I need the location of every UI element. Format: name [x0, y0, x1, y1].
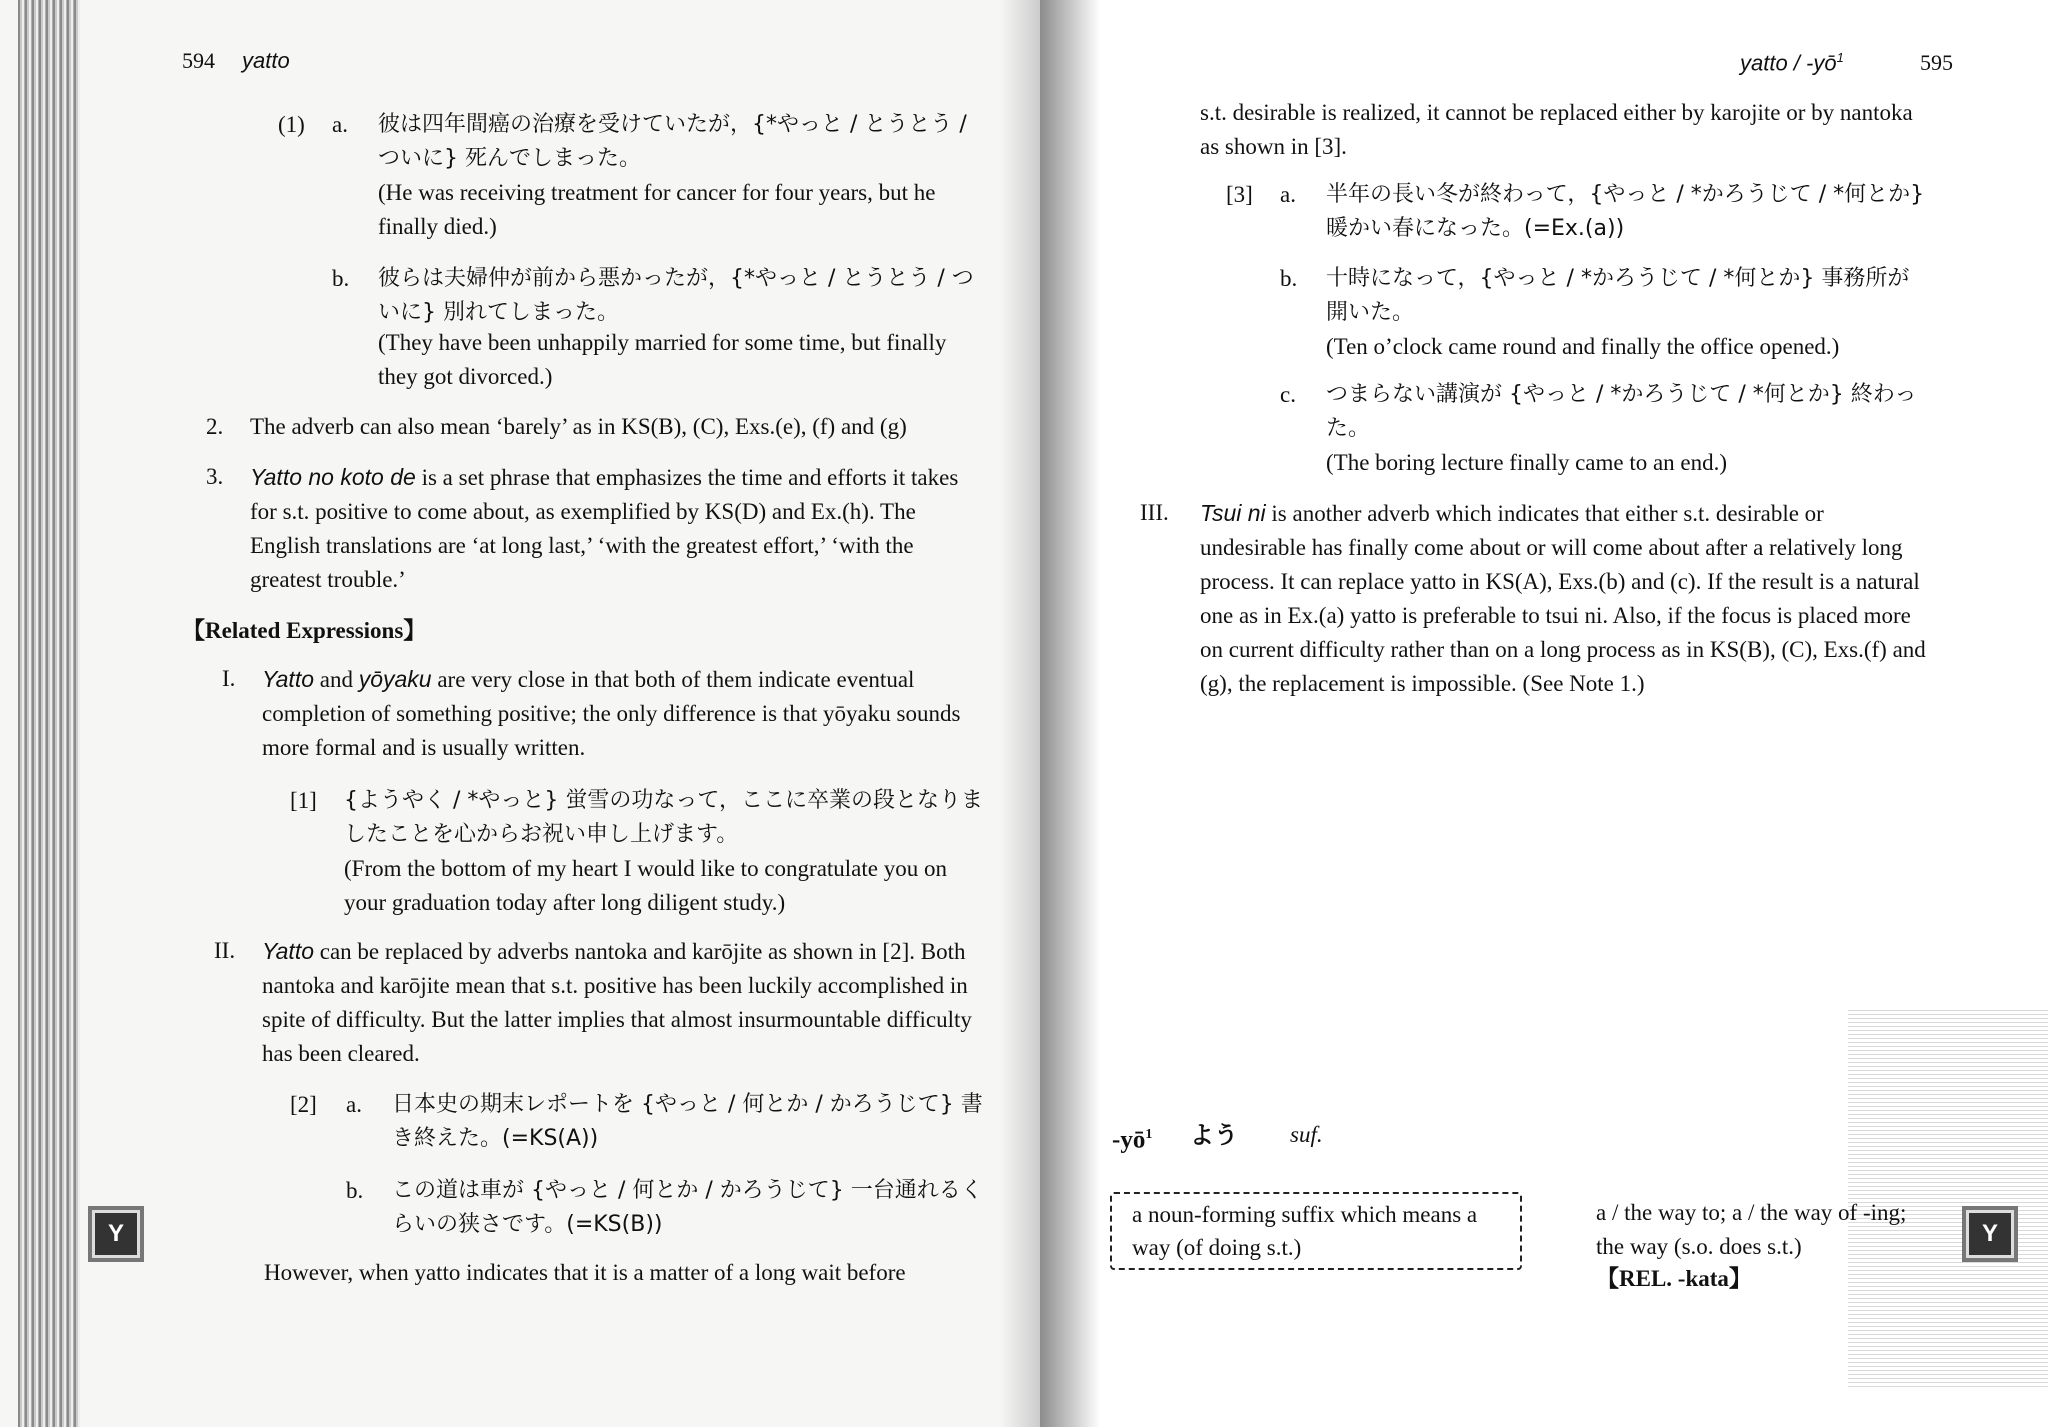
example-jp: 彼らは夫婦仲が前から悪かったが，{*やっと / とうとう / ついに} 別れてしまった。 — [378, 266, 974, 325]
example-en: (The boring lecture finally came to an end.) — [1326, 450, 1728, 475]
term: Yatto — [262, 666, 314, 692]
entry-kana: よう — [1190, 1121, 1238, 1149]
superscript: 1 — [1145, 1127, 1153, 1142]
entry-headword — [1112, 1118, 1152, 1157]
text: can be replaced by adverbs nantoka and karōjite as shown in [2]. Both nantoka and karōjite mean that s.t. positive has been luckily accomplished in spite of difficulty. But the latter implies that almost insurmountable difficulty has been cleared. — [262, 939, 972, 1066]
note-number: 3. — [206, 464, 224, 489]
gutter-shadow — [1040, 0, 1100, 1427]
running-head — [1740, 50, 1844, 76]
example-label: [3] — [1226, 182, 1253, 207]
term: yōyaku — [358, 666, 432, 692]
example-label: a. — [1280, 182, 1296, 207]
example-label: a. — [332, 112, 348, 137]
text: is another adverb which indicates that either s.t. desirable or undesirable has finally come about or will come about after a relatively long process. It can replace yatto in KS(A), Exs.(b) and (c). If the result is a natural one as in Ex.(a) yatto is preferable to tsui ni. Also, if the focus is placed more on current difficulty rather than on a long process as in KS(B), (C), Exs.(f) and (g), the replacement is impossible. (See Note 1.) — [1200, 501, 1926, 696]
running-head: yatto — [242, 48, 290, 73]
example-jp: つまらない講演が {やっと / *かろうじて / *何とか} 終わった。 — [1326, 382, 1917, 441]
page-number: 594 — [182, 48, 215, 73]
example-label: b. — [1280, 266, 1298, 291]
note-text: The adverb can also mean ‘barely’ as in KS(B), (C), Exs.(e), (f) and (g) — [250, 414, 907, 439]
text: and — [314, 667, 359, 692]
example-en: (He was receiving treatment for cancer for four years, but he finally died.) — [378, 180, 936, 239]
continued-text: However, when yatto indicates that it is a matter of a long wait before — [264, 1260, 906, 1285]
gutter-shadow — [1000, 0, 1040, 1427]
example-label: b. — [332, 266, 350, 291]
example-label: a. — [346, 1092, 362, 1117]
continued-text: s.t. desirable is realized, it cannot be replaced either by karojite or by nantoka as shown in [3]. — [1200, 100, 1913, 159]
note-number: 2. — [206, 414, 224, 439]
example-en: (Ten o’clock came round and finally the office opened.) — [1326, 334, 1840, 359]
example-jp: 彼は四年間癌の治療を受けていたが，{*やっと / とうとう / ついに} 死んでしまった。 — [378, 112, 967, 171]
term: Tsui ni — [1200, 500, 1266, 526]
related-reference: 【REL. -kata】 — [1596, 1266, 1752, 1291]
superscript: 1 — [1836, 50, 1844, 65]
definition-box: a noun-forming suffix which means a way (of doing s.t.) — [1110, 1192, 1522, 1270]
page-edge-shadow — [18, 0, 80, 1427]
text: are very close in that both of them indicate eventual completion of something positive; the only difference is that yōyaku sounds more formal and is usually written. — [262, 667, 961, 760]
related-text — [262, 662, 990, 765]
example-en: (They have been unhappily married for some time, but finally they got divorced.) — [378, 330, 947, 389]
example-jp: 日本史の期末レポートを {やっと / 何とか / かろうじて} 書き終えた。(=KS(A)) — [392, 1092, 983, 1151]
thumb-index-tab: Y — [1966, 1210, 2014, 1258]
related-number: I. — [222, 666, 236, 691]
term: Yatto — [262, 938, 314, 964]
example-jp: 半年の長い冬が終わって，{やっと / *かろうじて / *何とか} 暖かい春になった。(=Ex.(a)) — [1326, 182, 1925, 241]
thumb-index-tab: Y — [92, 1210, 140, 1258]
note-term: Yatto no koto de — [250, 464, 416, 490]
note-text — [250, 460, 990, 597]
section-heading: 【Related Expressions】 — [182, 618, 427, 643]
related-text — [262, 934, 990, 1071]
related-text — [1200, 496, 1928, 701]
example-en: (From the bottom of my heart I would like to congratulate you on your graduation today after long diligent study.) — [344, 856, 947, 915]
example-label: b. — [346, 1178, 364, 1203]
note-body: is a set phrase that emphasizes the time and efforts it takes for s.t. positive to come about, as exemplified by KS(D) and Ex.(h). The English translations are ‘at long last,’ ‘with the greatest effort,’ ‘with the greatest trouble.’ — [250, 465, 959, 592]
example-label: [1] — [290, 788, 317, 813]
running-head-text: yatto / -yō — [1740, 50, 1837, 76]
example-label: c. — [1280, 382, 1296, 407]
definition-text: a / the way to; a / the way of -ing; the way (s.o. does s.t.) — [1596, 1200, 1907, 1259]
example-jp: この道は車が {やっと / 何とか / かろうじて} 一台通れるくらいの狭さです。(=KS(B)) — [392, 1178, 983, 1237]
headword: -yō — [1112, 1126, 1146, 1154]
related-number: II. — [214, 938, 236, 963]
example-jp: {ようやく / *やっと} 蛍雪の功なって，ここに卒業の段となりましたことを心からお祝い申し上げます。 — [344, 788, 983, 847]
example-number: (1) — [278, 112, 305, 137]
part-of-speech: suf. — [1290, 1122, 1323, 1147]
page-number: 595 — [1920, 50, 1953, 75]
related-number: III. — [1140, 500, 1169, 525]
example-jp: 十時になって，{やっと / *かろうじて / *何とか} 事務所が開いた。 — [1326, 266, 1910, 325]
example-label: [2] — [290, 1092, 317, 1117]
